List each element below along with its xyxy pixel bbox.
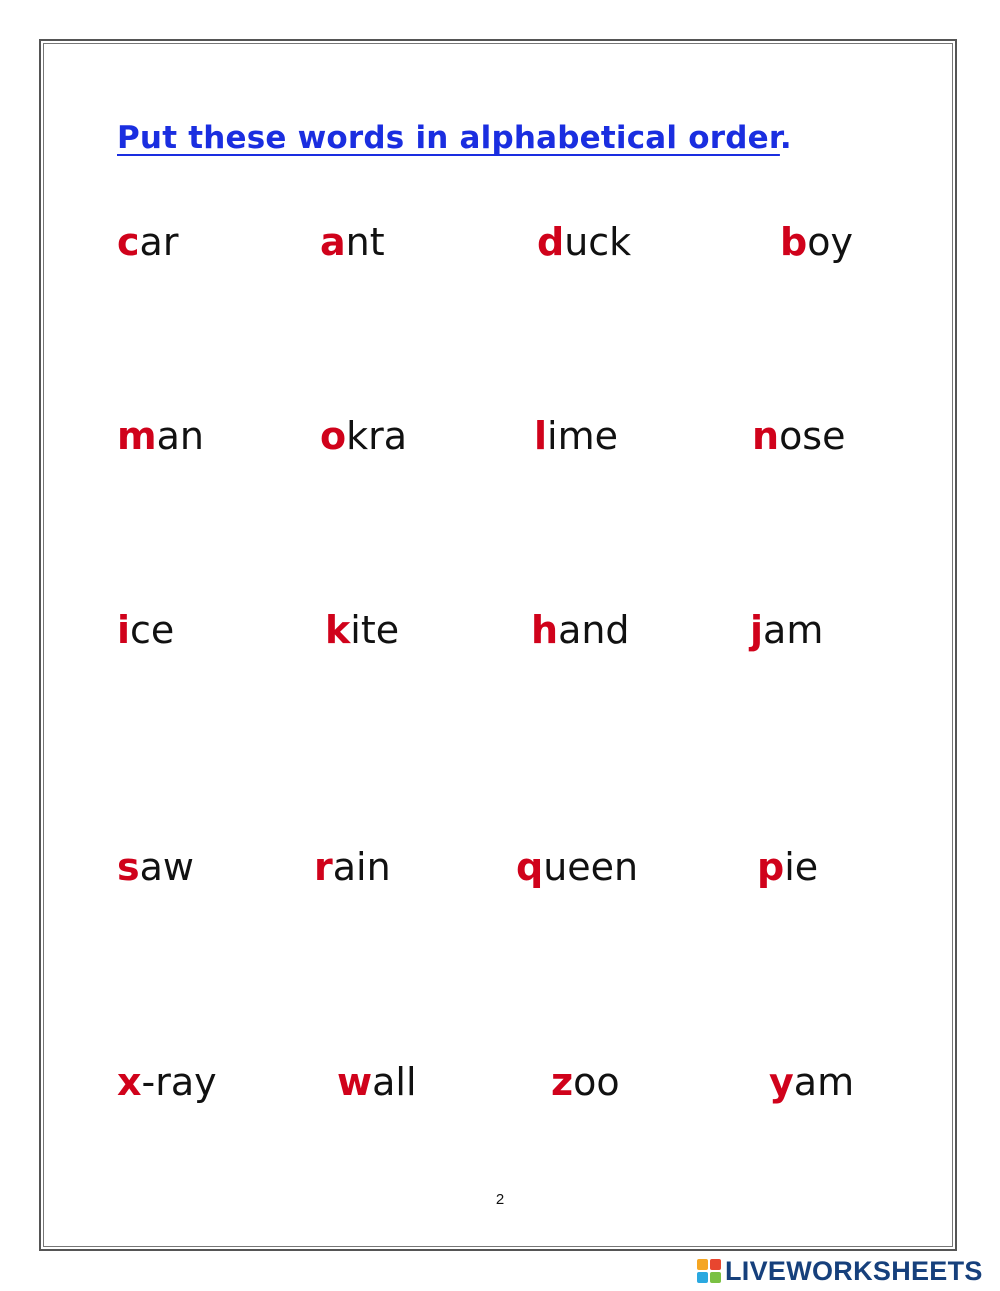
word-lime: [534, 414, 618, 458]
word-rest: ose: [779, 414, 846, 458]
word-first-letter: i: [117, 608, 131, 652]
word-x-ray: [117, 1060, 217, 1104]
word-rain: [314, 845, 391, 889]
word-boy: [780, 220, 853, 264]
word-rest: all: [372, 1060, 417, 1104]
word-rest: ar: [139, 220, 179, 264]
word-first-letter: h: [531, 608, 559, 652]
word-first-letter: b: [780, 220, 808, 264]
word-first-letter: n: [752, 414, 780, 458]
word-wall: [337, 1060, 417, 1104]
word-first-letter: z: [551, 1060, 574, 1104]
word-first-letter: q: [516, 845, 544, 889]
word-first-letter: j: [750, 608, 764, 652]
word-rest: ime: [547, 414, 618, 458]
word-first-letter: m: [117, 414, 157, 458]
word-first-letter: k: [325, 608, 351, 652]
word-hand: [531, 608, 630, 652]
word-duck: [537, 220, 632, 264]
word-man: [117, 414, 204, 458]
word-saw: [117, 845, 194, 889]
liveworksheets-logo-icon: [697, 1259, 721, 1283]
page-number: 2: [495, 1191, 505, 1208]
word-ice: [117, 608, 175, 652]
word-rest: ce: [130, 608, 175, 652]
word-first-letter: p: [757, 845, 785, 889]
word-car: [117, 220, 179, 264]
liveworksheets-brand[interactable]: [697, 1255, 983, 1287]
word-rest: -ray: [141, 1060, 217, 1104]
brand-text: LIVEWORKSHEETS: [725, 1255, 983, 1286]
word-first-letter: c: [117, 220, 140, 264]
word-queen: [516, 845, 639, 889]
word-rest: oy: [807, 220, 853, 264]
word-rest: am: [793, 1060, 855, 1104]
word-rest: an: [156, 414, 204, 458]
word-rest: kra: [346, 414, 408, 458]
word-jam: [750, 608, 824, 652]
word-rest: oo: [573, 1060, 620, 1104]
word-okra: [320, 414, 408, 458]
word-first-letter: s: [117, 845, 140, 889]
word-rest: ueen: [543, 845, 639, 889]
word-rest: ie: [784, 845, 819, 889]
word-first-letter: o: [320, 414, 347, 458]
word-rest: nt: [345, 220, 385, 264]
worksheet-title: [117, 120, 792, 156]
word-rest: ain: [332, 845, 391, 889]
word-first-letter: l: [534, 414, 548, 458]
title-text: Put these words in alphabetical order: [117, 120, 780, 156]
word-first-letter: w: [337, 1060, 373, 1104]
title-period: .: [779, 120, 792, 156]
word-rest: ite: [350, 608, 400, 652]
word-rest: and: [558, 608, 630, 652]
word-first-letter: r: [314, 845, 333, 889]
word-yam: [769, 1060, 855, 1104]
word-first-letter: a: [320, 220, 346, 264]
word-nose: [752, 414, 846, 458]
word-kite: [325, 608, 400, 652]
word-zoo: [551, 1060, 620, 1104]
word-pie: [757, 845, 819, 889]
word-first-letter: d: [537, 220, 565, 264]
word-rest: uck: [564, 220, 632, 264]
word-first-letter: x: [117, 1060, 142, 1104]
word-rest: am: [763, 608, 824, 652]
word-ant: [320, 220, 385, 264]
word-first-letter: y: [769, 1060, 794, 1104]
word-rest: aw: [139, 845, 194, 889]
